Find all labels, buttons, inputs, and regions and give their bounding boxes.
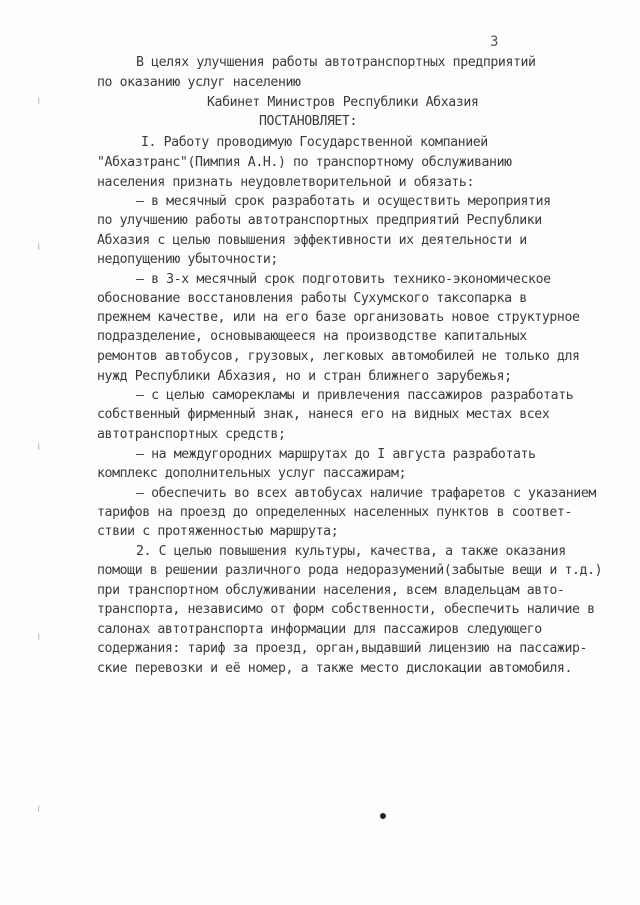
binding-mark: ~ xyxy=(32,241,46,252)
body-line: по улучшению работы автотранспортных предприятий Республики xyxy=(97,213,542,228)
body-line: обоснование восстановления работы Сухумского таксопарка в xyxy=(97,291,527,306)
decree-heading: ПОСТАНОВЛЯЕТ: xyxy=(259,114,358,129)
body-line: – на междугородних маршрутах до I августа разработать xyxy=(136,447,536,462)
body-line: при транспортном обслуживании населения, всем владельцам авто- xyxy=(97,583,565,598)
body-line: автотранспортных средств; xyxy=(97,427,286,442)
body-line: Абхазия с целью повышения эффективности их деятельности и xyxy=(97,233,527,248)
intro-line: В целях улучшения работы автотранспортных предприятий xyxy=(136,55,536,70)
body-line: прежнем качестве, или на его базе организовать новое структурное xyxy=(97,310,580,325)
binding-mark: ~ xyxy=(32,95,46,106)
binding-mark: ~ xyxy=(32,803,46,814)
binding-mark: ~ xyxy=(32,631,46,642)
issuer-line: Кабинет Министров Республики Абхазия xyxy=(207,95,479,110)
body-line: подразделение, основывающееся на производстве капитальных xyxy=(97,329,527,344)
intro-line: по оказанию услуг населению xyxy=(97,75,301,90)
body-line: ские перевозки и её номер, а также место дислокации автомобиля. xyxy=(97,661,572,676)
body-line: – в 3-х месячный срок подготовить технико-экономическое xyxy=(136,272,551,287)
body-line: ствии с протяженностью маршрута; xyxy=(97,524,339,539)
binding-mark: ~ xyxy=(32,441,46,452)
page-number: 3 xyxy=(490,34,499,50)
body-line: – в месячный срок разработать и осуществить мероприятия xyxy=(136,194,551,209)
body-line: "Абхазтранс"(Пимпия А.Н.) по транспортному обслуживанию xyxy=(97,155,512,170)
body-line: транспорта, независимо от форм собственности, обеспечить наличие в xyxy=(97,602,595,617)
body-line: содержания: тариф за проезд, орган,выдавший лицензию на пассажир- xyxy=(97,641,588,656)
body-line: помощи в решении различного рода недоразумений(забытые вещи и т.д.) xyxy=(97,563,603,578)
body-line: нужд Республики Абхазия, но и стран ближнего зарубежья; xyxy=(97,369,512,384)
body-line: 2. С целью повышения культуры, качества, а также оказания xyxy=(136,544,566,559)
body-line: тарифов на проезд до определенных населенных пунктов в соответ- xyxy=(97,505,572,520)
body-line: салонах автотранспорта информации для пассажиров следующего xyxy=(97,622,542,637)
body-line: ремонтов автобусов, грузовых, легковых автомобилей не только для xyxy=(97,349,580,364)
ink-dot xyxy=(380,813,386,819)
body-line: комплекс дополнительных услуг пассажирам; xyxy=(97,466,407,481)
body-line: – с целью саморекламы и привлечения пассажиров разработать xyxy=(136,388,574,403)
body-line: населения признать неудовлетворительной и обязать: xyxy=(97,175,474,190)
body-line: собственный фирменный знак, нанеся его на видных местах всех xyxy=(97,407,550,422)
body-line: – обеспечить во всех автобусах наличие трафаретов с указанием xyxy=(136,486,596,501)
body-line: недопущению убыточности; xyxy=(97,252,278,267)
body-line: I. Работу проводимую Государственной компанией xyxy=(141,135,488,150)
